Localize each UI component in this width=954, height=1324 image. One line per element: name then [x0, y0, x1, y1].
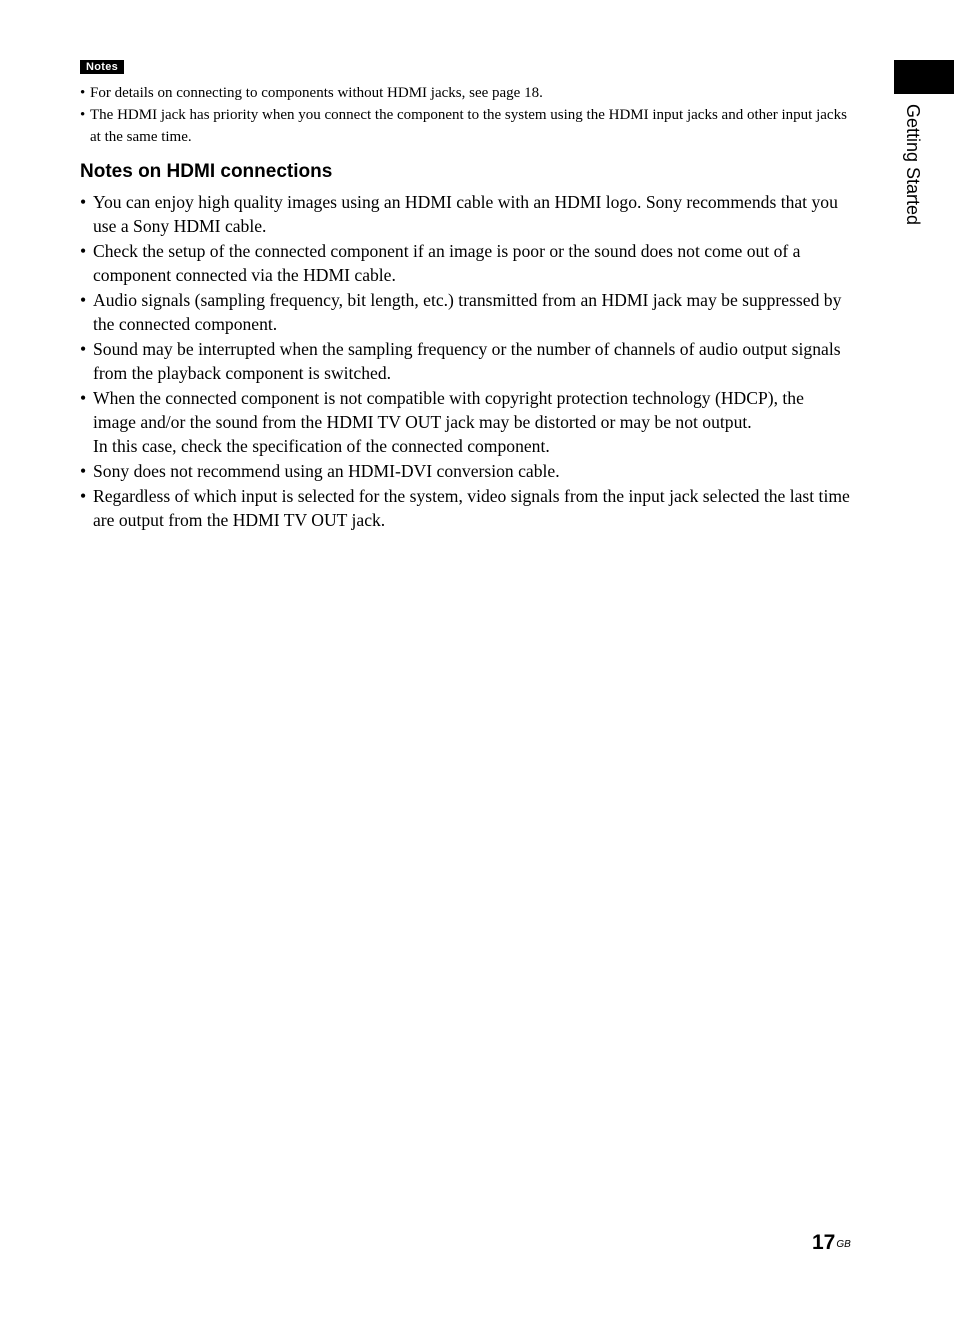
note-item: • For details on connecting to components without HDMI jacks, see page 18.: [80, 82, 850, 104]
notes-badge: Notes: [80, 60, 124, 74]
list-item-text: When the connected component is not compatible with copyright protection technology (HDCP), the image and/or the sound from the HDMI TV OUT jack may be distorted or may be not output.: [93, 388, 804, 432]
chapter-tab-marker: [894, 60, 954, 94]
list-item: • Audio signals (sampling frequency, bit length, etc.) transmitted from an HDMI jack may be suppressed by the connected component.: [80, 288, 850, 336]
note-item: • The HDMI jack has priority when you connect the component to the system using the HDMI input jacks and other input jacks at the same time.: [80, 104, 850, 148]
list-item: • Check the setup of the connected component if an image is poor or the sound does not come out of a component connected via the HDMI cable.: [80, 239, 850, 287]
list-item: [80, 386, 850, 458]
page-number-suffix: GB: [836, 1239, 851, 1250]
chapter-label: Getting Started: [903, 104, 923, 226]
notes-list: [80, 82, 850, 148]
list-item: • Sound may be interrupted when the sampling frequency or the number of channels of audio output signals from the playback component is switched.: [80, 337, 850, 385]
hdmi-notes-list: [80, 190, 850, 533]
page-number-value: 17: [812, 1231, 836, 1254]
list-item-extra: In this case, check the specification of the connected component.: [93, 436, 550, 456]
list-item: • Sony does not recommend using an HDMI-DVI conversion cable.: [80, 459, 850, 483]
page-number: [812, 1230, 851, 1256]
list-item: • Regardless of which input is selected for the system, video signals from the input jack selected the last time are output from the HDMI TV OUT jack.: [80, 484, 850, 532]
section-heading: Notes on HDMI connections: [80, 161, 333, 182]
list-item: • You can enjoy high quality images using an HDMI cable with an HDMI logo. Sony recommends that you use a Sony HDMI cable.: [80, 190, 850, 238]
